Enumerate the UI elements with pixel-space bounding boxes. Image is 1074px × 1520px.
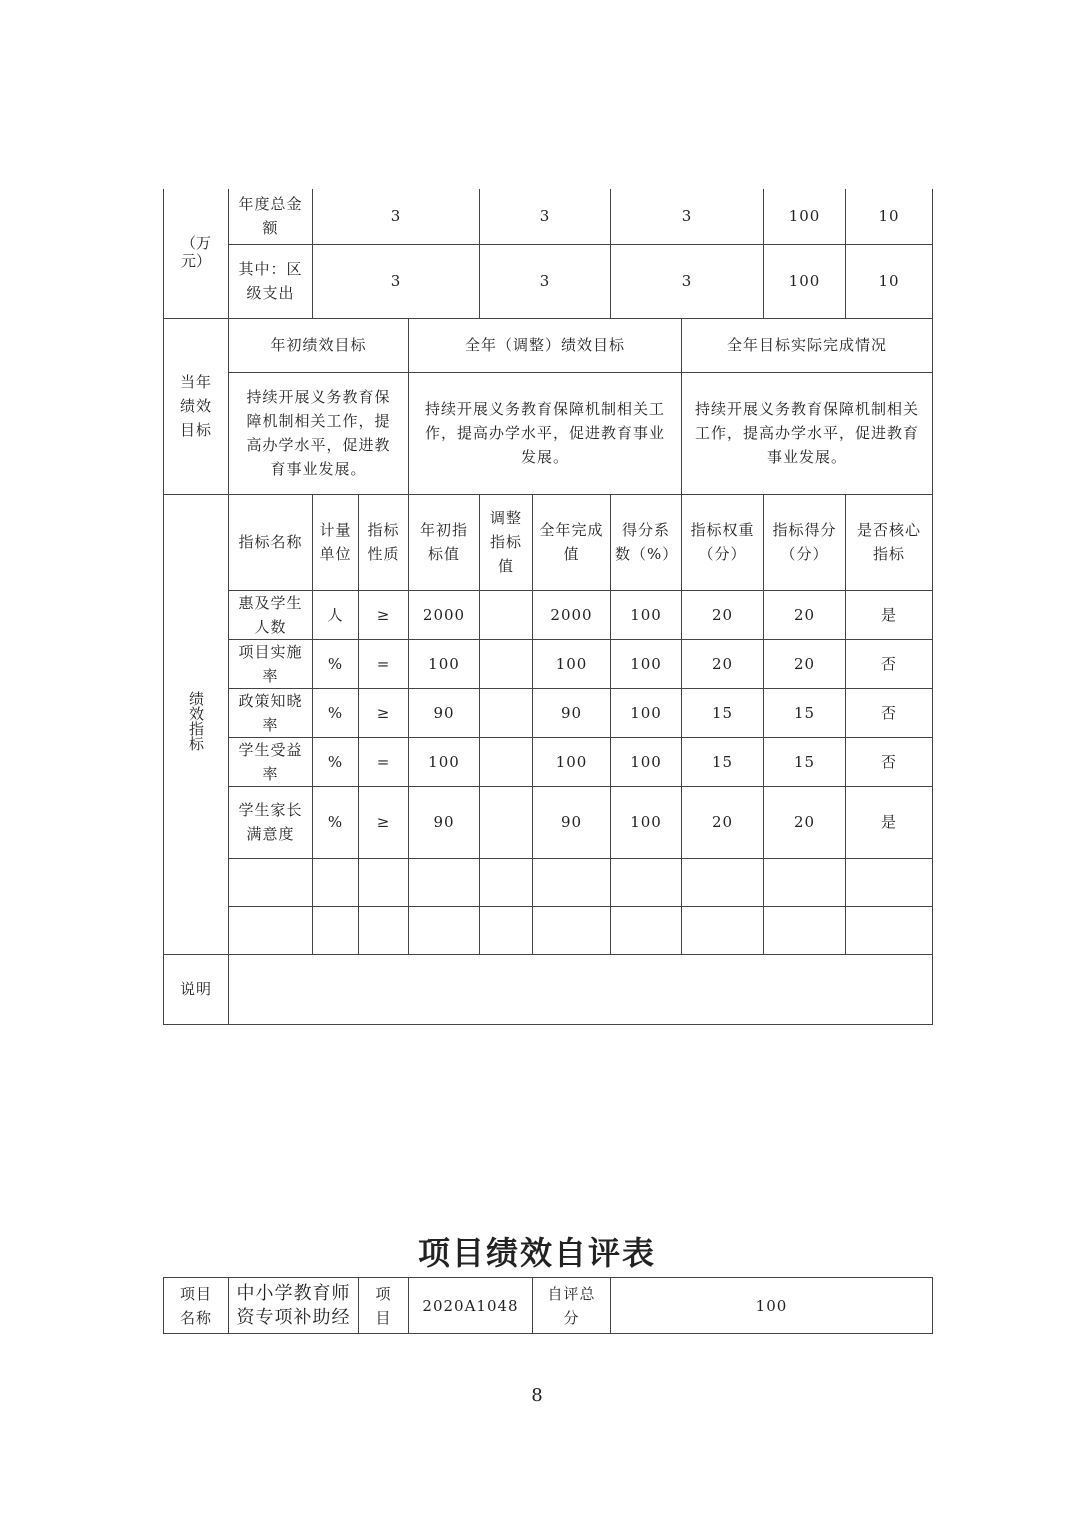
project-code-label: 项目 — [359, 1278, 409, 1334]
indicator-cell: ≥ — [359, 590, 409, 639]
indicator-cell: 100 — [409, 737, 480, 786]
indicator-cell: 否 — [846, 688, 933, 737]
indicator-cell — [313, 906, 359, 954]
funds-row-label: 年度总金额 — [229, 189, 313, 244]
funds-cell: 3 — [611, 189, 764, 244]
indicator-row — [164, 786, 933, 858]
self-eval-table — [163, 1277, 933, 1334]
indicator-cell — [480, 786, 533, 858]
self-score-value: 100 — [611, 1278, 933, 1334]
indicator-row-empty — [164, 906, 933, 954]
page-title: 项目绩效自评表 — [417, 1234, 656, 1272]
goal-text: 持续开展义务教育保障机制相关工作，提高办学水平，促进教育事业发展。 — [682, 372, 933, 494]
indicator-cell — [764, 858, 846, 906]
indicator-row — [164, 639, 933, 688]
funds-cell: 3 — [480, 244, 611, 318]
indicator-cell: 100 — [409, 639, 480, 688]
indicator-cell: 20 — [682, 639, 764, 688]
indicator-cell: 100 — [611, 786, 682, 858]
indicator-cell: 100 — [611, 590, 682, 639]
indicator-cell: = — [359, 639, 409, 688]
indicators-section-label: 绩效指标 — [164, 494, 229, 954]
indicator-header-row — [164, 494, 933, 590]
funds-cell: 3 — [313, 189, 480, 244]
indicator-cell: 20 — [764, 786, 846, 858]
self-eval-row — [164, 1278, 933, 1334]
indicator-cell — [480, 737, 533, 786]
funds-unit-label: （万元） — [164, 189, 229, 318]
indicator-cell: 惠及学生人数 — [229, 590, 313, 639]
notes-label: 说明 — [164, 954, 229, 1024]
indicator-cell: 15 — [682, 737, 764, 786]
indicator-cell: 学生受益率 — [229, 737, 313, 786]
project-name-label: 项目名称 — [164, 1278, 229, 1334]
funds-cell: 3 — [611, 244, 764, 318]
funds-cell: 100 — [764, 244, 846, 318]
indicator-cell: 90 — [533, 688, 611, 737]
indicator-cell: 15 — [682, 688, 764, 737]
indicator-cell: 15 — [764, 737, 846, 786]
indicator-cell: 2000 — [409, 590, 480, 639]
indicator-row — [164, 737, 933, 786]
indicator-cell: = — [359, 737, 409, 786]
indicator-cell: 是 — [846, 786, 933, 858]
indicator-cell: 100 — [611, 639, 682, 688]
project-name-value: 中小学教育师资专项补助经 — [229, 1278, 359, 1334]
indicator-cell: 15 — [764, 688, 846, 737]
project-code-value: 2020A1048 — [409, 1278, 533, 1334]
indicator-cell: 100 — [611, 737, 682, 786]
indicator-cell: 100 — [611, 688, 682, 737]
goals-header-row — [164, 318, 933, 372]
funds-cell: 10 — [846, 189, 933, 244]
indicator-cell — [359, 858, 409, 906]
indicator-header: 指标名称 — [229, 494, 313, 590]
indicator-cell: 人 — [313, 590, 359, 639]
indicator-header: 指标性质 — [359, 494, 409, 590]
indicator-cell: 否 — [846, 639, 933, 688]
indicator-cell: 20 — [682, 786, 764, 858]
indicator-cell: 项目实施率 — [229, 639, 313, 688]
indicator-cell — [846, 906, 933, 954]
indicator-cell: % — [313, 786, 359, 858]
indicator-cell — [682, 906, 764, 954]
indicator-header: 得分系数（%） — [611, 494, 682, 590]
indicator-cell — [359, 906, 409, 954]
indicator-cell: 是 — [846, 590, 933, 639]
indicator-header: 指标得分（分） — [764, 494, 846, 590]
indicator-cell: % — [313, 639, 359, 688]
indicator-cell — [480, 906, 533, 954]
funds-cell: 3 — [480, 189, 611, 244]
indicator-cell: % — [313, 688, 359, 737]
indicator-cell: 90 — [409, 786, 480, 858]
self-score-label: 自评总分 — [533, 1278, 611, 1334]
indicator-cell: 20 — [764, 639, 846, 688]
indicator-cell — [480, 688, 533, 737]
goals-header: 全年（调整）绩效目标 — [409, 318, 682, 372]
funds-cell: 10 — [846, 244, 933, 318]
indicator-cell — [611, 906, 682, 954]
indicator-cell: 90 — [533, 786, 611, 858]
indicator-cell — [409, 906, 480, 954]
indicator-cell — [533, 906, 611, 954]
indicator-cell: 100 — [533, 737, 611, 786]
goal-text: 持续开展义务教育保障机制相关工作，提高办学水平，促进教育事业发展。 — [409, 372, 682, 494]
indicator-cell — [480, 639, 533, 688]
goals-text-row — [164, 372, 933, 494]
funds-cell: 3 — [313, 244, 480, 318]
indicator-header: 指标权重（分） — [682, 494, 764, 590]
indicator-cell: 90 — [409, 688, 480, 737]
indicator-row-empty — [164, 858, 933, 906]
indicator-cell — [229, 858, 313, 906]
funds-row-total — [164, 189, 933, 244]
indicator-header: 年初指标值 — [409, 494, 480, 590]
goals-header: 全年目标实际完成情况 — [682, 318, 933, 372]
indicator-cell: 100 — [533, 639, 611, 688]
indicator-cell — [409, 858, 480, 906]
indicator-row — [164, 688, 933, 737]
indicator-cell: ≥ — [359, 786, 409, 858]
funds-row-district — [164, 244, 933, 318]
indicator-header: 调整指标值 — [480, 494, 533, 590]
funds-cell: 100 — [764, 189, 846, 244]
indicator-row — [164, 590, 933, 639]
indicator-cell — [229, 906, 313, 954]
goal-text: 持续开展义务教育保障机制相关工作，提高办学水平，促进教育事业发展。 — [229, 372, 409, 494]
goals-section-label: 当年绩效目标 — [164, 318, 229, 494]
notes-row — [164, 954, 933, 1024]
indicator-cell: 20 — [764, 590, 846, 639]
indicator-cell — [533, 858, 611, 906]
indicator-cell: 政策知晓率 — [229, 688, 313, 737]
indicator-cell — [480, 590, 533, 639]
indicator-header: 全年完成值 — [533, 494, 611, 590]
indicator-header: 计量单位 — [313, 494, 359, 590]
indicator-header: 是否核心指标 — [846, 494, 933, 590]
indicator-cell: % — [313, 737, 359, 786]
notes-value — [229, 954, 933, 1024]
indicator-cell — [313, 858, 359, 906]
funds-row-label: 其中：区级支出 — [229, 244, 313, 318]
page-number: 8 — [531, 1385, 543, 1406]
indicator-cell: 20 — [682, 590, 764, 639]
indicator-cell: 2000 — [533, 590, 611, 639]
indicator-cell — [846, 858, 933, 906]
indicator-cell: ≥ — [359, 688, 409, 737]
indicator-cell — [682, 858, 764, 906]
indicator-cell — [764, 906, 846, 954]
indicator-cell: 否 — [846, 737, 933, 786]
indicator-cell — [611, 858, 682, 906]
goals-header: 年初绩效目标 — [229, 318, 409, 372]
indicator-cell — [480, 858, 533, 906]
performance-table — [163, 189, 933, 1025]
indicator-cell: 学生家长满意度 — [229, 786, 313, 858]
